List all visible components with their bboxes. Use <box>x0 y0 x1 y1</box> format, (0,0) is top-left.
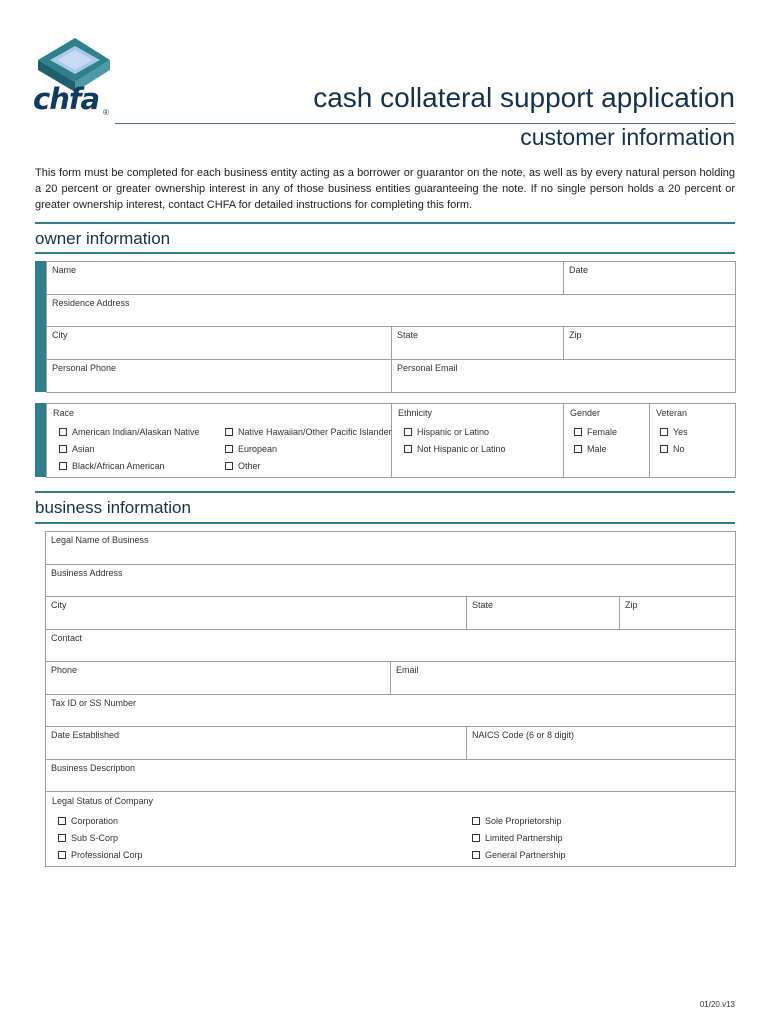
intro-paragraph: This form must be completed for each business entity acting as a borrower or guarantor on the note, as well as by every natural person holding a 20 percent or greater ownership interest in any of those business entities guaranteeing the note. If no single person holds a 20 percent or greater ownership interest, contact CHFA for detailed instructions for completing this form. <box>35 167 735 211</box>
checkbox-icon <box>660 445 668 453</box>
date-established-label: Date Established <box>51 730 120 740</box>
business-section-top-rule <box>35 491 735 493</box>
veteran-cell <box>650 404 736 478</box>
ethnicity-option-hispanic[interactable] <box>404 427 489 437</box>
business-address-field[interactable] <box>46 565 736 597</box>
legal-name-label: Legal Name of Business <box>51 535 149 545</box>
legal-name-field[interactable] <box>46 532 736 565</box>
ethnicity-label: Ethnicity <box>398 408 433 418</box>
gender-option-female[interactable] <box>574 427 617 437</box>
race-option-american-indian[interactable] <box>59 427 200 437</box>
contact-label: Contact <box>51 633 83 643</box>
owner-state-field[interactable] <box>392 327 564 360</box>
gender-option-male[interactable] <box>574 444 607 454</box>
owner-table <box>46 261 736 393</box>
owner-section-title: owner information <box>35 229 171 248</box>
owner-state-label: State <box>397 330 419 340</box>
checkbox-icon <box>404 428 412 436</box>
veteran-option-label: Yes <box>673 427 688 437</box>
checkbox-icon <box>59 428 67 436</box>
business-zip-field[interactable] <box>620 597 736 630</box>
legal-status-option-label: Sole Proprietorship <box>485 816 562 826</box>
owner-section-bottom-rule <box>35 252 735 254</box>
business-section-bottom-rule <box>35 522 735 524</box>
ethnicity-option-not-hispanic[interactable] <box>404 444 506 454</box>
checkbox-icon <box>472 817 480 825</box>
chfa-logo-text: chfa <box>33 82 100 116</box>
owner-date-label: Date <box>569 265 589 275</box>
business-state-field[interactable] <box>467 597 620 630</box>
owner-zip-label: Zip <box>569 330 582 340</box>
business-city-label: City <box>51 600 67 610</box>
checkbox-icon <box>58 817 66 825</box>
checkbox-icon <box>574 445 582 453</box>
checkbox-icon <box>225 462 233 470</box>
business-description-field[interactable] <box>46 760 736 792</box>
checkbox-icon <box>404 445 412 453</box>
ethnicity-option-label: Not Hispanic or Latino <box>417 444 506 454</box>
page-title: cash collateral support application <box>313 82 735 113</box>
legal-status-limited-partnership[interactable] <box>472 833 563 843</box>
checkbox-icon <box>225 445 233 453</box>
ethnicity-option-label: Hispanic or Latino <box>417 427 490 437</box>
owner-personal-email-field[interactable] <box>392 360 736 393</box>
gender-option-label: Male <box>587 444 607 454</box>
legal-status-option-label: Sub S-Corp <box>71 833 119 843</box>
legal-status-sole-proprietorship[interactable] <box>472 816 562 826</box>
owner-section-top-rule <box>35 222 735 224</box>
race-cell <box>47 404 392 478</box>
business-email-field[interactable] <box>391 662 736 695</box>
checkbox-icon <box>58 834 66 842</box>
legal-status-label: Legal Status of Company <box>52 796 154 806</box>
naics-code-label: NAICS Code (6 or 8 digit) <box>472 730 575 740</box>
checkbox-icon <box>59 445 67 453</box>
race-option-label: Black/African American <box>72 461 165 471</box>
business-phone-label: Phone <box>51 665 78 675</box>
legal-status-option-label: General Partnership <box>485 850 566 860</box>
business-email-label: Email <box>396 665 419 675</box>
owner-zip-field[interactable] <box>564 327 736 360</box>
owner-personal-email-label: Personal Email <box>397 363 458 373</box>
owner-city-field[interactable] <box>47 327 392 360</box>
checkbox-icon <box>225 428 233 436</box>
gender-label: Gender <box>570 408 601 418</box>
checkbox-icon <box>59 462 67 470</box>
ethnicity-cell <box>392 404 564 478</box>
race-option-label: American Indian/Alaskan Native <box>72 427 200 437</box>
business-state-label: State <box>472 600 494 610</box>
race-option-european[interactable] <box>225 444 277 454</box>
checkbox-icon <box>472 851 480 859</box>
race-option-label: European <box>238 444 278 454</box>
checkbox-icon <box>660 428 668 436</box>
race-option-label: Asian <box>72 444 95 454</box>
business-section-title: business information <box>35 498 191 517</box>
legal-status-option-label: Corporation <box>71 816 119 826</box>
contact-field[interactable] <box>46 630 736 662</box>
business-description-label: Business Description <box>51 763 136 773</box>
form-version: 01/20.v13 <box>699 1000 735 1009</box>
owner-personal-phone-label: Personal Phone <box>52 363 117 373</box>
veteran-option-label: No <box>673 444 685 454</box>
business-address-label: Business Address <box>51 568 123 578</box>
race-option-label: Native Hawaiian/Other Pacific Islander <box>238 427 392 437</box>
gender-option-label: Female <box>587 427 618 437</box>
legal-status-corporation[interactable] <box>58 816 118 826</box>
legal-status-general-partnership[interactable] <box>472 850 566 860</box>
race-option-other[interactable] <box>225 461 261 471</box>
race-option-black[interactable] <box>59 461 165 471</box>
gender-cell <box>564 404 650 478</box>
owner-residence-address-field[interactable] <box>47 295 736 327</box>
legal-status-professional-corp[interactable] <box>58 850 143 860</box>
registered-mark: ® <box>103 108 109 117</box>
veteran-label: Veteran <box>656 408 688 418</box>
date-established-field[interactable] <box>46 727 467 760</box>
owner-sidebar-bar <box>35 261 46 392</box>
owner-city-label: City <box>52 330 68 340</box>
owner-personal-phone-field[interactable] <box>47 360 392 393</box>
race-label: Race <box>53 408 75 418</box>
tax-id-label: Tax ID or SS Number <box>51 698 137 708</box>
veteran-option-yes[interactable] <box>660 427 688 437</box>
race-option-native-hawaiian[interactable] <box>225 427 392 437</box>
legal-status-cell <box>46 792 736 867</box>
owner-residence-address-label: Residence Address <box>52 298 130 308</box>
business-table <box>45 531 736 867</box>
business-zip-label: Zip <box>625 600 638 610</box>
owner-demographics-table <box>46 403 736 478</box>
race-option-label: Other <box>238 461 261 471</box>
legal-status-option-label: Limited Partnership <box>485 833 563 843</box>
owner-date-field[interactable] <box>564 262 736 295</box>
legal-status-option-label: Professional Corp <box>71 850 143 860</box>
owner-name-field[interactable] <box>47 262 564 295</box>
page-subtitle: customer information <box>520 124 735 150</box>
checkbox-icon <box>58 851 66 859</box>
tax-id-field[interactable] <box>46 695 736 727</box>
owner-name-label: Name <box>52 265 77 275</box>
checkbox-icon <box>472 834 480 842</box>
business-phone-field[interactable] <box>46 662 391 695</box>
race-option-asian[interactable] <box>59 444 95 454</box>
owner-demographics-sidebar-bar <box>35 403 46 477</box>
business-city-field[interactable] <box>46 597 467 630</box>
naics-code-field[interactable] <box>467 727 736 760</box>
legal-status-sub-s-corp[interactable] <box>58 833 118 843</box>
veteran-option-no[interactable] <box>660 444 685 454</box>
checkbox-icon <box>574 428 582 436</box>
